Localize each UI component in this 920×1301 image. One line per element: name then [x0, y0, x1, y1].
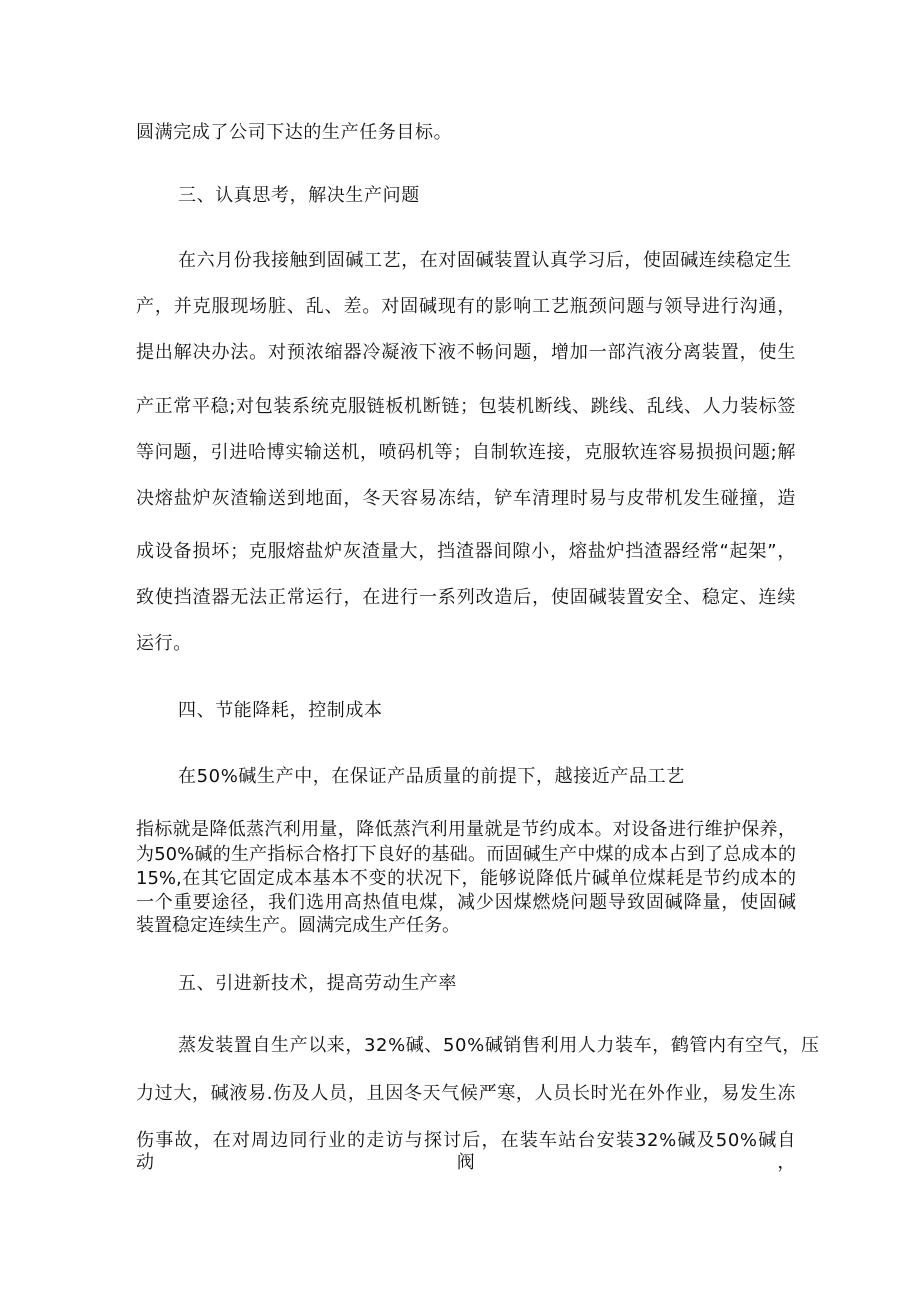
section-heading: 三、认真思考，解决生产问题	[178, 185, 420, 206]
paragraph-line: 伤事故，在对周边同行业的走访与探讨后，在装车站台安装32%碱及50%碱自动阀，	[136, 1130, 796, 1173]
paragraph-line: 在六月份我接触到固碱工艺，在对固碱装置认真学习后，使固碱连续稳定生	[178, 250, 792, 271]
paragraph-line: 圆满完成了公司下达的生产任务目标。	[136, 122, 453, 143]
paragraph-line: 15%,在其它固定成本基本不变的状况下，能够说降低片碱单位煤耗是节约成本的	[136, 868, 796, 889]
paragraph-line: 产，并克服现场脏、乱、差。对固碱现有的影响工艺瓶颈问题与领导进行沟通，	[136, 296, 796, 317]
paragraph-line: 产正常平稳;对包装系统克服链板机断链；包装机断线、跳线、乱线、人力装标签	[136, 396, 796, 417]
paragraph-line: 在50%碱生产中，在保证产品质量的前提下，越接近产品工艺	[178, 766, 685, 787]
paragraph-line: 成设备损坏；克服熔盐炉灰渣量大，挡渣器间隙小，熔盐炉挡渣器经常“起架”，	[136, 541, 796, 562]
paragraph-line: 为50%碱的生产指标合格打下良好的基础。而固碱生产中煤的成本占到了总成本的	[136, 844, 796, 865]
paragraph-line: 指标就是降低蒸汽利用量，降低蒸汽利用量就是节约成本。对设备进行维护保养，	[136, 819, 796, 840]
paragraph-line: 决熔盐炉灰渣输送到地面，冬天容易冻结，铲车清理时易与皮带机发生碰撞，造	[136, 488, 796, 509]
paragraph-line: 蒸发装置自生产以来，32%碱、50%碱销售利用人力装车，鹤管内有空气，压	[178, 1035, 820, 1056]
section-heading: 四、节能降耗，控制成本	[178, 700, 383, 721]
paragraph-line: 力过大，碱液易.伤及人员，且因冬天气候严寒，人员长时光在外作业，易发生冻	[136, 1083, 796, 1104]
paragraph-line: 运行。	[136, 633, 192, 654]
paragraph-line: 一个重要途径，我们选用高热值电煤，减少因煤燃烧问题导致固碱降量，使固碱	[136, 892, 796, 913]
paragraph-line: 等问题，引进哈博实输送机，喷码机等；自制软连接，克服软连容易损损问题;解	[136, 442, 796, 463]
paragraph-line: 提出解决办法。对预浓缩器冷凝液下液不畅问题，增加一部汽液分离装置，使生	[136, 342, 796, 363]
section-heading: 五、引进新技术，提高劳动生产率	[178, 973, 457, 994]
paragraph-line: 致使挡渣器无法正常运行，在进行一系列改造后，使固碱装置安全、稳定、连续	[136, 587, 796, 608]
paragraph-line: 装置稳定连续生产。圆满完成生产任务。	[136, 915, 460, 936]
